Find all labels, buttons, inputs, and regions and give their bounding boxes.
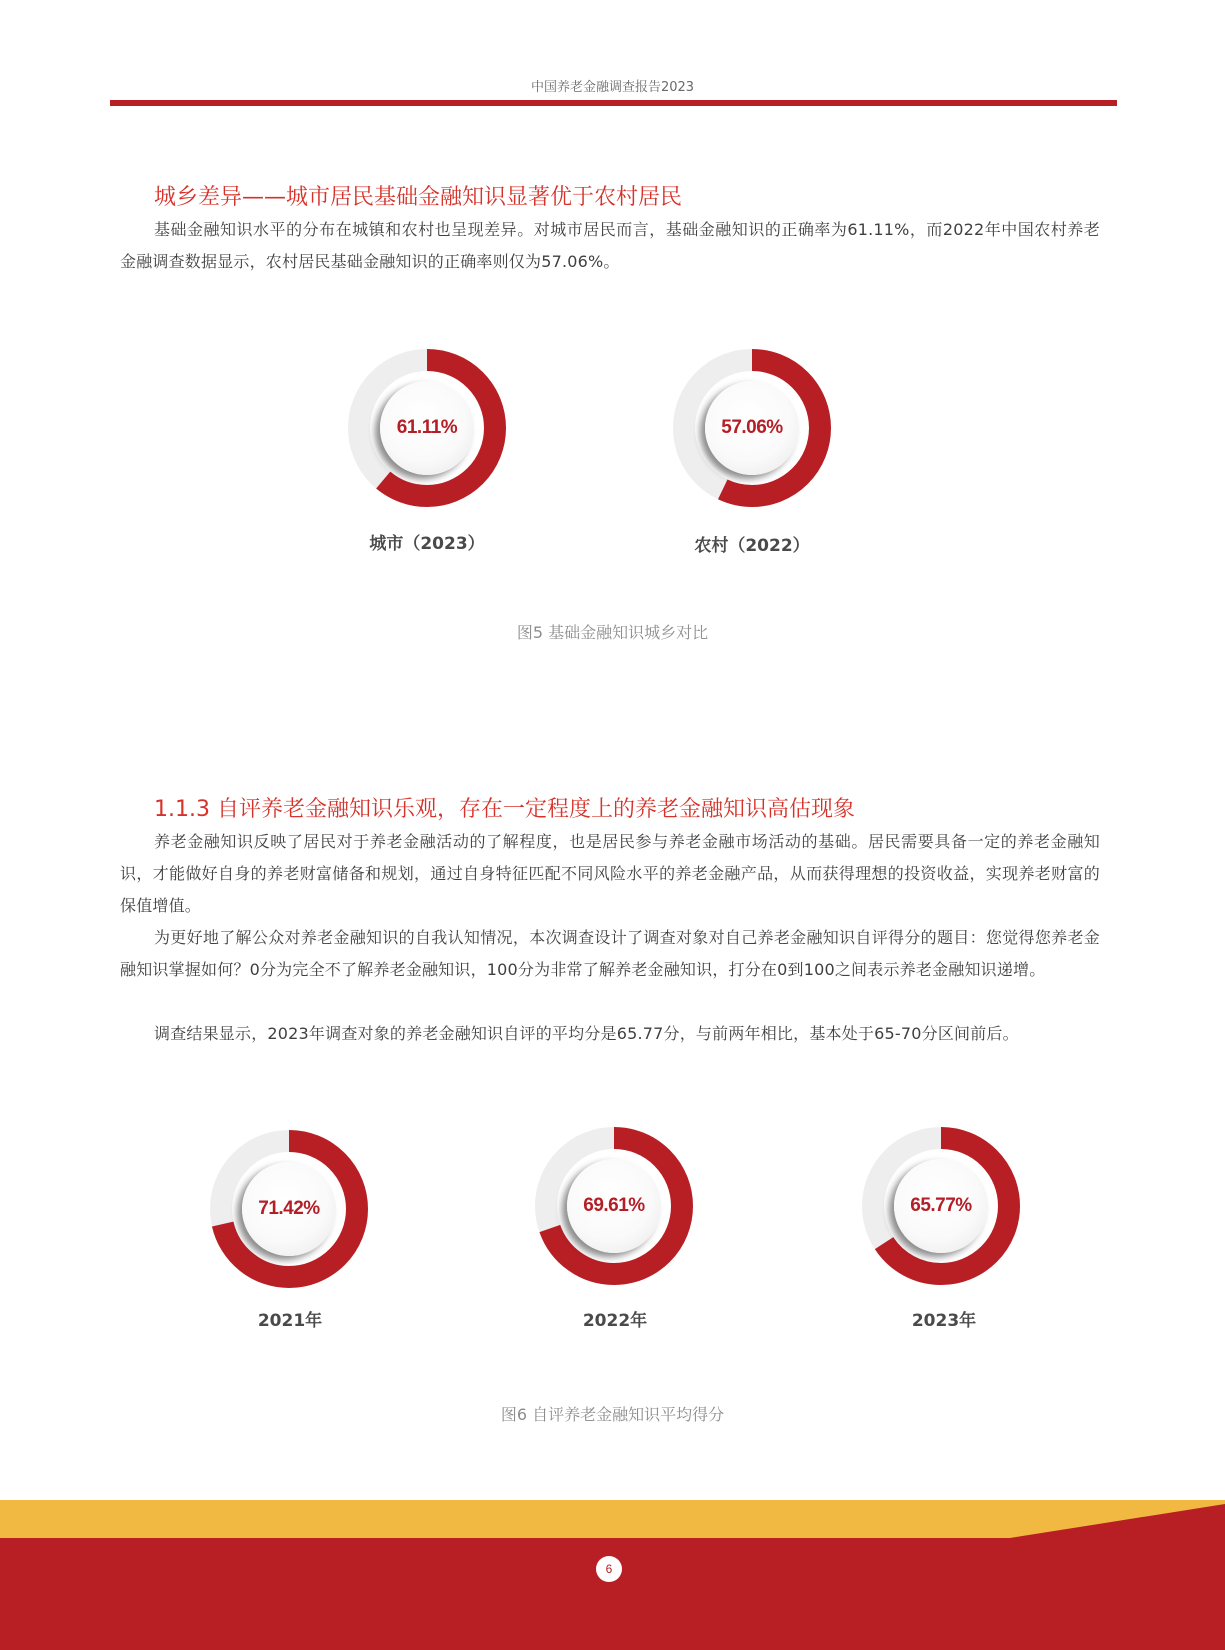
page-number: 6 [596,1556,622,1582]
section-heading-self-assessment: 1.1.3 自评养老金融知识乐观，存在一定程度上的养老金融知识高估现象 [154,797,855,822]
paragraph-self-assessment-2: 为更好地了解公众对养老金融知识的自我认知情况，本次调查设计了调查对象对自己养老金融知识自评得分的题目：您觉得您养老金融知识掌握如何？0分为完全不了解养老金融知识，100分为非常了解养老金融知识，打分在0到100之间表示养老金融知识递增。 [120,928,1100,979]
donut-chart-rural [667,343,837,513]
donut-value-label: 71.42% [258,1198,320,1219]
section-heading-urban-rural: 城乡差异——城市居民基础金融知识显著优于农村居民 [154,185,683,210]
figure-caption: 图5 基础金融知识城乡对比 [516,623,709,642]
donut-category-label: 2023年 [911,1311,977,1331]
donut-category-label: 2022年 [582,1311,648,1331]
donut-value-label: 61.11% [396,417,458,438]
donut-chart-urban [342,343,512,513]
donut-value-label: 69.61% [583,1195,645,1216]
donut-category-label: 农村（2022） [694,536,810,556]
figure-caption: 图6 自评养老金融知识平均得分 [500,1405,725,1424]
donut-chart-2021 [204,1124,374,1294]
donut-chart-2023 [856,1121,1026,1291]
donut-value-label: 57.06% [721,417,783,438]
running-header: 中国养老金融调查报告2023 [530,80,695,95]
donut-category-label: 2021年 [257,1311,323,1331]
paragraph-urban-rural: 基础金融知识水平的分布在城镇和农村也呈现差异。对城市居民而言，基础金融知识的正确率为61.11%，而2022年中国农村养老金融调查数据显示，农村居民基础金融知识的正确率则仅为57.06%。 [120,220,1100,271]
donut-category-label: 城市（2023） [369,534,485,554]
paragraph-self-assessment-1: 养老金融知识反映了居民对于养老金融活动的了解程度，也是居民参与养老金融市场活动的基础。居民需要具备一定的养老金融知识，才能做好自身的养老财富储备和规划，通过自身特征匹配不同风险水平的养老金融产品，从而获得理想的投资收益，实现养老财富的保值增值。 [120,832,1100,915]
paragraph-self-assessment-3: 调查结果显示，2023年调查对象的养老金融知识自评的平均分是65.77分，与前两年相比，基本处于65-70分区间前后。 [154,1024,1019,1043]
donut-value-label: 65.77% [910,1195,972,1216]
header-rule [110,100,1117,106]
donut-chart-2022 [529,1121,699,1291]
